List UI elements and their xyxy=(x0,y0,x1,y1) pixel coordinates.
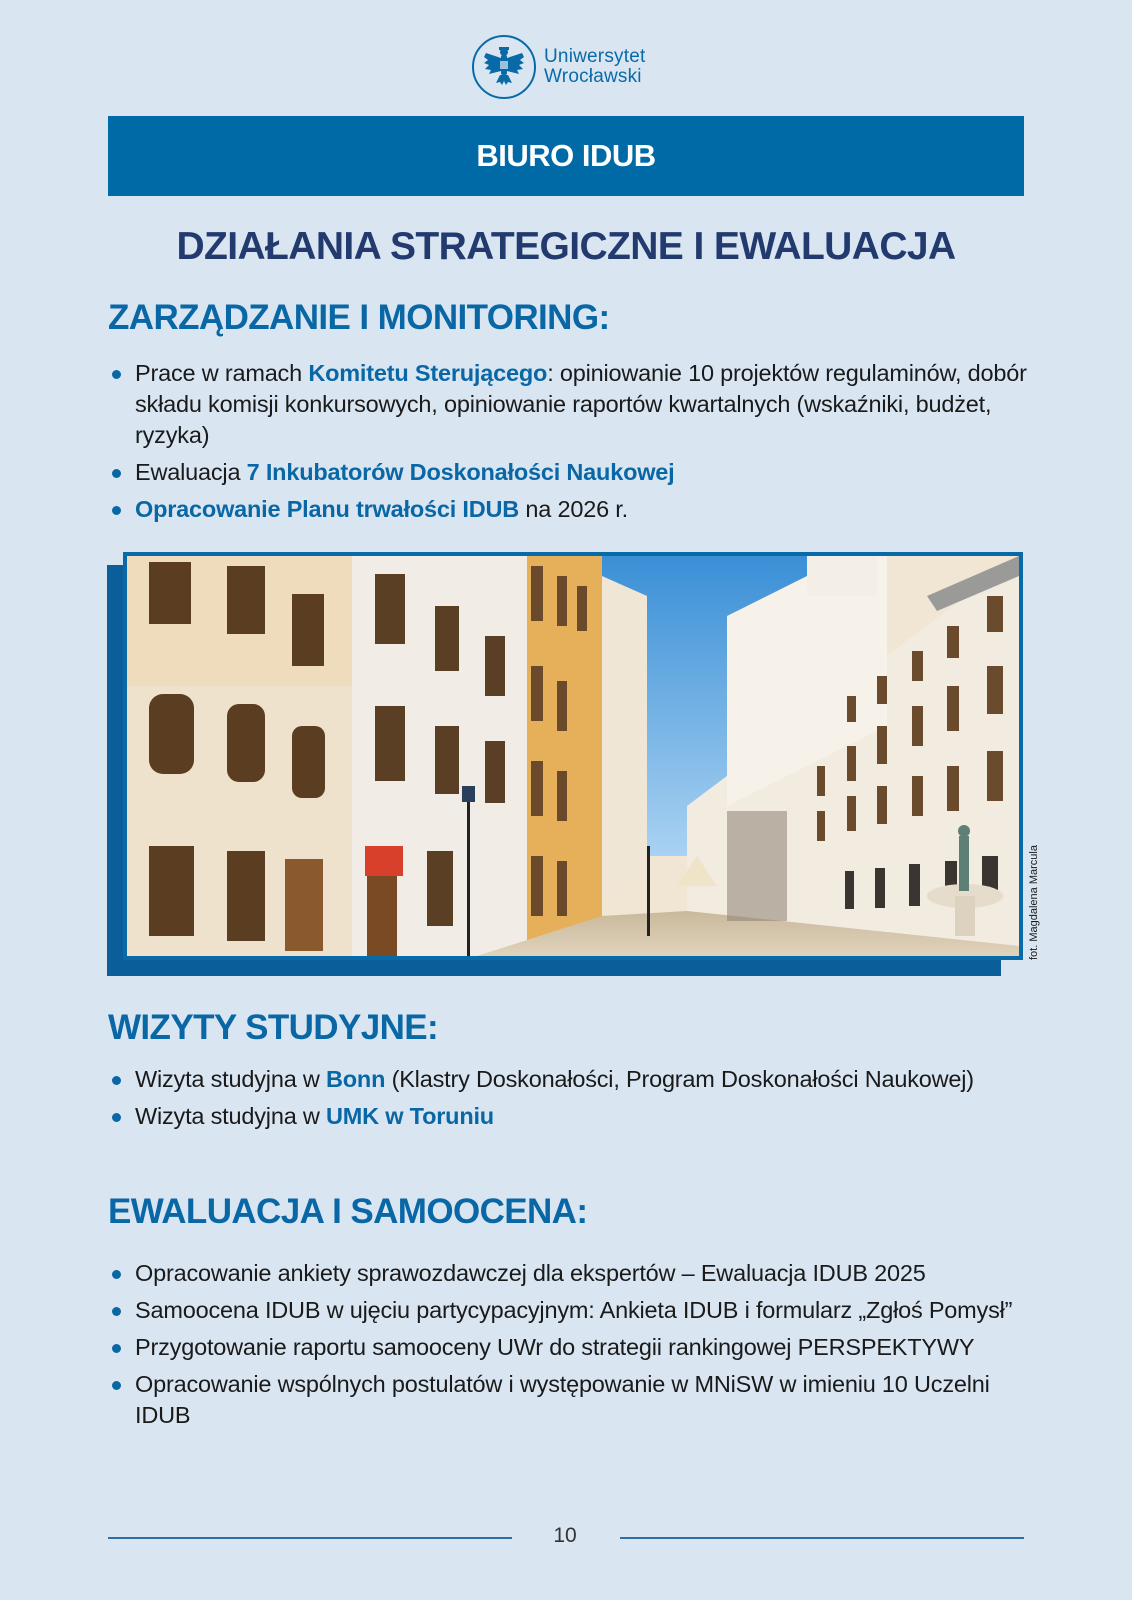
item-text: Ewaluacja xyxy=(135,459,247,485)
highlight-sustainability-plan: Opracowanie Planu trwałości IDUB xyxy=(135,496,520,522)
page-title: DZIAŁANIA STRATEGICZNE I EWALUACJA xyxy=(176,225,956,268)
item-text: Opracowanie ankiety sprawozdawczej dla ekspertów – Ewaluacja IDUB 2025 xyxy=(135,1260,926,1286)
item-text: Wizyta studyjna w xyxy=(135,1103,326,1129)
evaluation-list xyxy=(108,1258,1038,1437)
item-text: (Klastry Doskonałości, Program Doskonałości Naukowej) xyxy=(385,1066,974,1092)
highlight-incubators: 7 Inkubatorów Doskonałości Naukowej xyxy=(246,459,675,485)
item-text: Wizyta studyjna w xyxy=(135,1066,326,1092)
study-visits-list xyxy=(108,1064,1038,1138)
item-text: Przygotowanie raportu samooceny UWr do strategii rankingowej PERSPEKTYWY xyxy=(135,1334,975,1360)
list-item xyxy=(108,457,1038,488)
item-text: Prace w ramach xyxy=(135,360,309,386)
list-item xyxy=(108,358,1038,451)
item-text: Samoocena IDUB w ujęciu partycypacyjnym: Ankieta IDUB i formularz „Zgłoś Pomysł” xyxy=(135,1297,1013,1323)
list-item xyxy=(108,1295,1038,1326)
list-item xyxy=(108,1369,1038,1431)
page-number: 10 xyxy=(553,1524,577,1547)
item-text: Opracowanie wspólnych postulatów i występowanie w MNiSW w imieniu 10 Uczelni IDUB xyxy=(135,1371,990,1428)
list-item xyxy=(108,1332,1038,1363)
list-item xyxy=(108,1258,1038,1289)
footer-divider-right xyxy=(620,1537,1024,1539)
street-photo xyxy=(123,552,1023,960)
university-logo xyxy=(472,35,645,99)
university-name-line2: Wrocławski xyxy=(544,66,642,87)
section-heading-evaluation: EWALUACJA I SAMOOCENA: xyxy=(108,1192,588,1231)
office-banner xyxy=(108,116,1024,196)
photo-credit: fot. Magdalena Marcula xyxy=(1028,845,1040,960)
item-text: : opiniowanie 10 projektów regulaminów, dobór składu komisji konkursowych, opiniowanie raportów kwartalnych (wskaźniki, budżet, ryzyka) xyxy=(135,360,1027,448)
list-item xyxy=(108,1101,1038,1132)
item-text: na 2026 r. xyxy=(519,496,628,522)
highlight-umk-torun: UMK w Toruniu xyxy=(326,1103,494,1129)
section-heading-study-visits: WIZYTY STUDYJNE: xyxy=(108,1008,439,1047)
highlight-bonn: Bonn xyxy=(326,1066,386,1092)
list-item xyxy=(108,1064,1038,1095)
eagle-emblem-icon xyxy=(472,35,536,99)
university-name-line1: Uniwersytet xyxy=(544,46,646,67)
office-banner-label: BIURO IDUB xyxy=(476,138,656,173)
footer-divider-left xyxy=(108,1537,512,1539)
list-item xyxy=(108,494,1038,525)
university-name xyxy=(544,47,645,87)
highlight-steering-committee: Komitetu Sterującego xyxy=(308,360,548,386)
section-heading-management: ZARZĄDZANIE I MONITORING: xyxy=(108,298,610,337)
management-list xyxy=(108,358,1038,531)
